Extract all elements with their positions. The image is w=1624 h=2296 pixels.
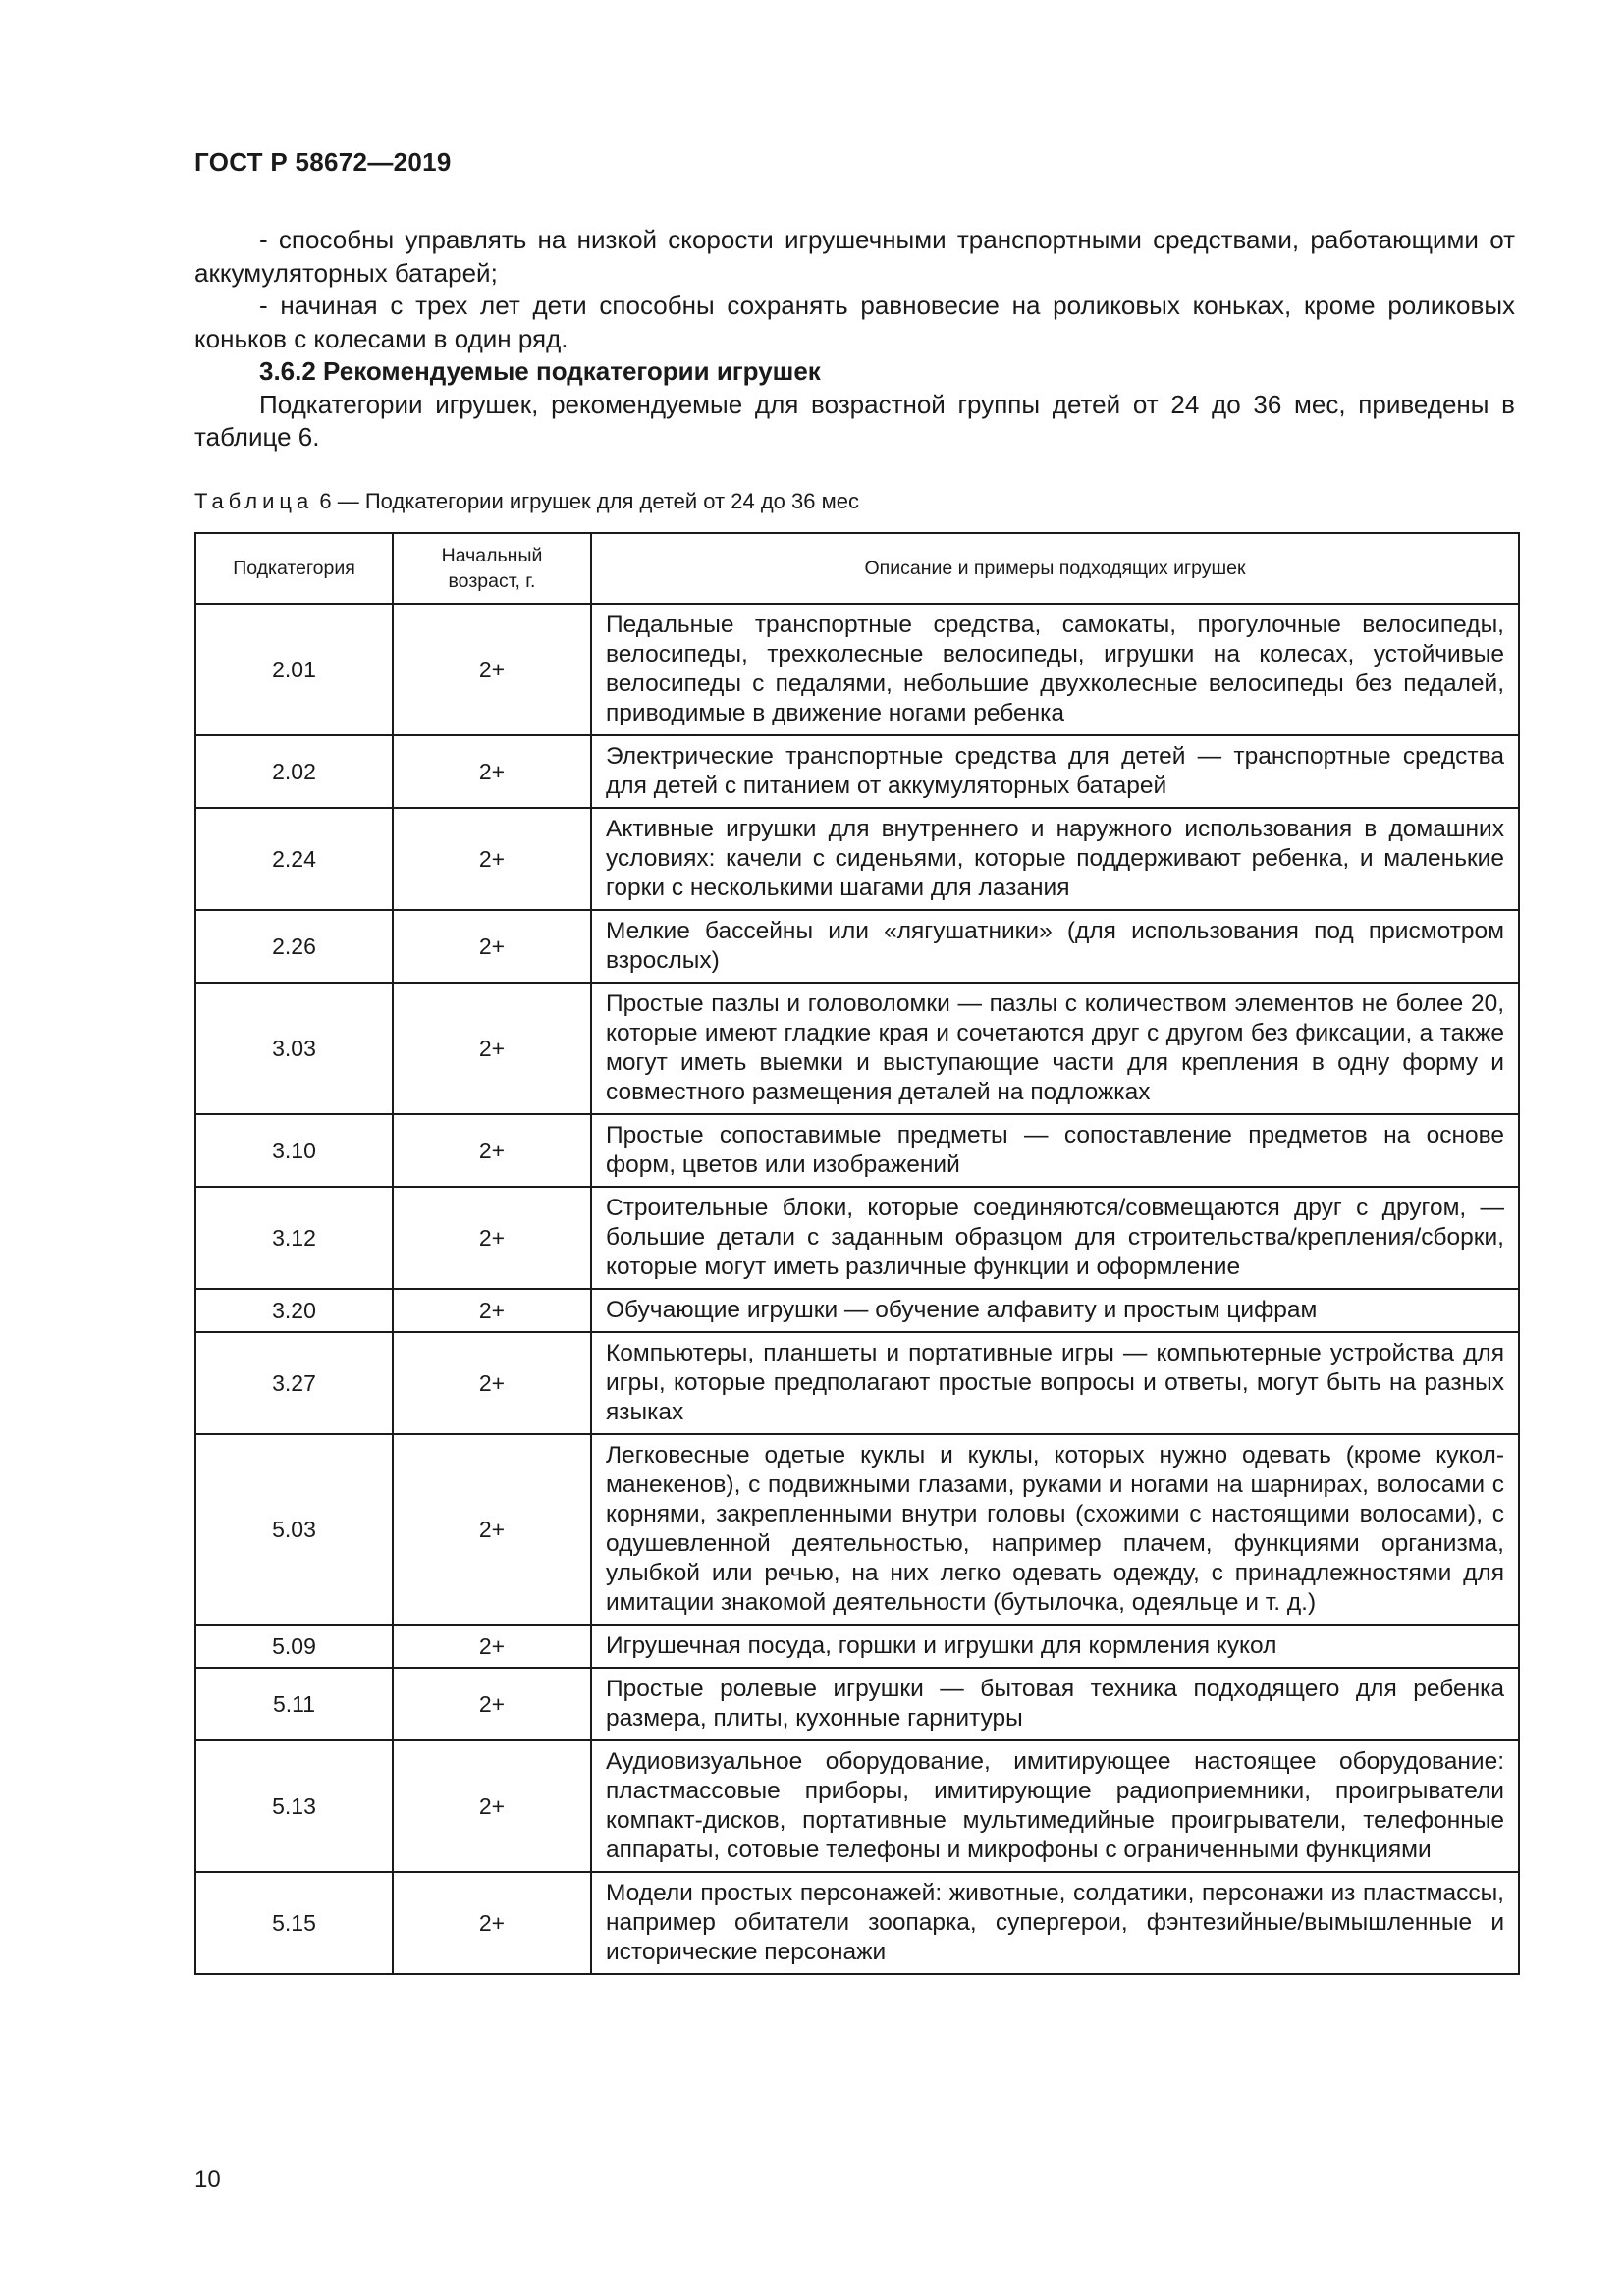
cell-subcategory-code: 5.15: [195, 1872, 393, 1974]
table-caption-label: Таблица: [194, 489, 314, 513]
cell-description: Простые пазлы и головоломки — пазлы с количеством элементов не более 20, которые имеют гладкие края и сочетаются друг с другом без фиксации, а также могут иметь выемки и выступающие части для крепления в одну форму и совместного размещения деталей на подложках: [591, 983, 1519, 1114]
table-row: [195, 1434, 1519, 1625]
cell-description: Мелкие бассейны или «лягушатники» (для использования под присмотром взрослых): [591, 910, 1519, 983]
cell-start-age: 2+: [393, 1434, 591, 1625]
cell-description: Игрушечная посуда, горшки и игрушки для кормления кукол: [591, 1625, 1519, 1668]
body-text: [194, 224, 1515, 454]
cell-subcategory-code: 3.12: [195, 1187, 393, 1289]
table-caption-text: 6 — Подкатегории игрушек для детей от 24 до 36 мес: [313, 489, 859, 513]
table-row: [195, 1332, 1519, 1434]
cell-description: Легковесные одетые куклы и куклы, которых нужно одевать (кроме кукол-манекенов), с подвижными глазами, руками и ногами на шарнирах, волосами с корнями, закрепленными внутри головы (схожими с настоящими волосами), с одушевленной деятельностью, например плачем, функциями организма, улыбкой или речью, на них легко одевать одежду, с принадлежностями для имитации знакомой деятельности (бутылочка, одеяльце и т. д.): [591, 1434, 1519, 1625]
table-header-row: [195, 533, 1519, 604]
section-heading: 3.6.2 Рекомендуемые подкатегории игрушек: [259, 356, 821, 386]
table-row: [195, 1740, 1519, 1872]
table-row: [195, 1872, 1519, 1974]
column-header-description: Описание и примеры подходящих игрушек: [591, 533, 1519, 604]
cell-start-age: 2+: [393, 808, 591, 910]
cell-start-age: 2+: [393, 1625, 591, 1668]
subcategory-table: [194, 532, 1520, 1975]
table-row: [195, 604, 1519, 735]
cell-description: Простые сопоставимые предметы — сопоставление предметов на основе форм, цветов или изображений: [591, 1114, 1519, 1187]
cell-description: Активные игрушки для внутреннего и наружного использования в домашних условиях: качели с сиденьями, которые поддерживают ребенка, и маленькие горки с несколькими шагами для лазания: [591, 808, 1519, 910]
cell-start-age: 2+: [393, 983, 591, 1114]
cell-subcategory-code: 3.10: [195, 1114, 393, 1187]
document-header: ГОСТ Р 58672—2019: [194, 147, 452, 177]
cell-description: Модели простых персонажей: животные, солдатики, персонажи из пластмассы, например обитатели зоопарка, супергерои, фэнтезийные/вымышленные и исторические персонажи: [591, 1872, 1519, 1974]
table-row: [195, 1289, 1519, 1332]
table-row: [195, 1668, 1519, 1740]
paragraph-bullet-2: - начиная с трех лет дети способны сохранять равновесие на роликовых коньках, кроме роликовых коньков с колесами в один ряд.: [194, 291, 1515, 353]
table-row: [195, 1187, 1519, 1289]
cell-subcategory-code: 5.13: [195, 1740, 393, 1872]
table-caption: [194, 489, 859, 514]
cell-start-age: 2+: [393, 1872, 591, 1974]
cell-subcategory-code: 2.02: [195, 735, 393, 808]
cell-description: Обучающие игрушки — обучение алфавиту и простым цифрам: [591, 1289, 1519, 1332]
cell-description: Педальные транспортные средства, самокаты, прогулочные велосипеды, велосипеды, трехколесные велосипеды, игрушки на колесах, устойчивые велосипеды с педалями, небольшие двухколесные велосипеды без педалей, приводимые в движение ногами ребенка: [591, 604, 1519, 735]
cell-start-age: 2+: [393, 1740, 591, 1872]
cell-start-age: 2+: [393, 735, 591, 808]
paragraph-bullet-1: - способны управлять на низкой скорости игрушечными транспортными средствами, работающими от аккумуляторных батарей;: [194, 225, 1515, 288]
cell-subcategory-code: 5.11: [195, 1668, 393, 1740]
cell-subcategory-code: 3.20: [195, 1289, 393, 1332]
cell-description: Электрические транспортные средства для детей — транспортные средства для детей с питанием от аккумуляторных батарей: [591, 735, 1519, 808]
cell-description: Аудиовизуальное оборудование, имитирующее настоящее оборудование: пластмассовые приборы, имитирующие радиоприемники, проигрыватели компакт-дисков, портативные мультимедийные проигрыватели, телефонные аппараты, сотовые телефоны и микрофоны с ограниченными функциями: [591, 1740, 1519, 1872]
cell-start-age: 2+: [393, 910, 591, 983]
page-number: 10: [194, 2166, 221, 2193]
cell-description: Строительные блоки, которые соединяются/совмещаются друг с другом, — большие детали с заданным образцом для строительства/крепления/сборки, которые могут иметь различные функции и оформление: [591, 1187, 1519, 1289]
cell-start-age: 2+: [393, 1332, 591, 1434]
cell-start-age: 2+: [393, 1668, 591, 1740]
table-row: [195, 808, 1519, 910]
table-row: [195, 1625, 1519, 1668]
cell-start-age: 2+: [393, 604, 591, 735]
cell-subcategory-code: 3.03: [195, 983, 393, 1114]
column-header-subcategory: Подкатегория: [195, 533, 393, 604]
table-row: [195, 735, 1519, 808]
cell-subcategory-code: 3.27: [195, 1332, 393, 1434]
table-row: [195, 983, 1519, 1114]
paragraph-intro: Подкатегории игрушек, рекомендуемые для возрастной группы детей от 24 до 36 мес, приведены в таблице 6.: [194, 389, 1515, 452]
cell-start-age: 2+: [393, 1187, 591, 1289]
column-header-age: Начальный возраст, г.: [393, 533, 591, 604]
table-row: [195, 1114, 1519, 1187]
cell-subcategory-code: 2.26: [195, 910, 393, 983]
table-row: [195, 910, 1519, 983]
cell-description: Компьютеры, планшеты и портативные игры — компьютерные устройства для игры, которые предполагают простые вопросы и ответы, могут быть на разных языках: [591, 1332, 1519, 1434]
cell-subcategory-code: 2.01: [195, 604, 393, 735]
cell-start-age: 2+: [393, 1114, 591, 1187]
cell-subcategory-code: 5.09: [195, 1625, 393, 1668]
cell-start-age: 2+: [393, 1289, 591, 1332]
cell-description: Простые ролевые игрушки — бытовая техника подходящего для ребенка размера, плиты, кухонные гарнитуры: [591, 1668, 1519, 1740]
table-body: [195, 604, 1519, 1974]
cell-subcategory-code: 2.24: [195, 808, 393, 910]
cell-subcategory-code: 5.03: [195, 1434, 393, 1625]
